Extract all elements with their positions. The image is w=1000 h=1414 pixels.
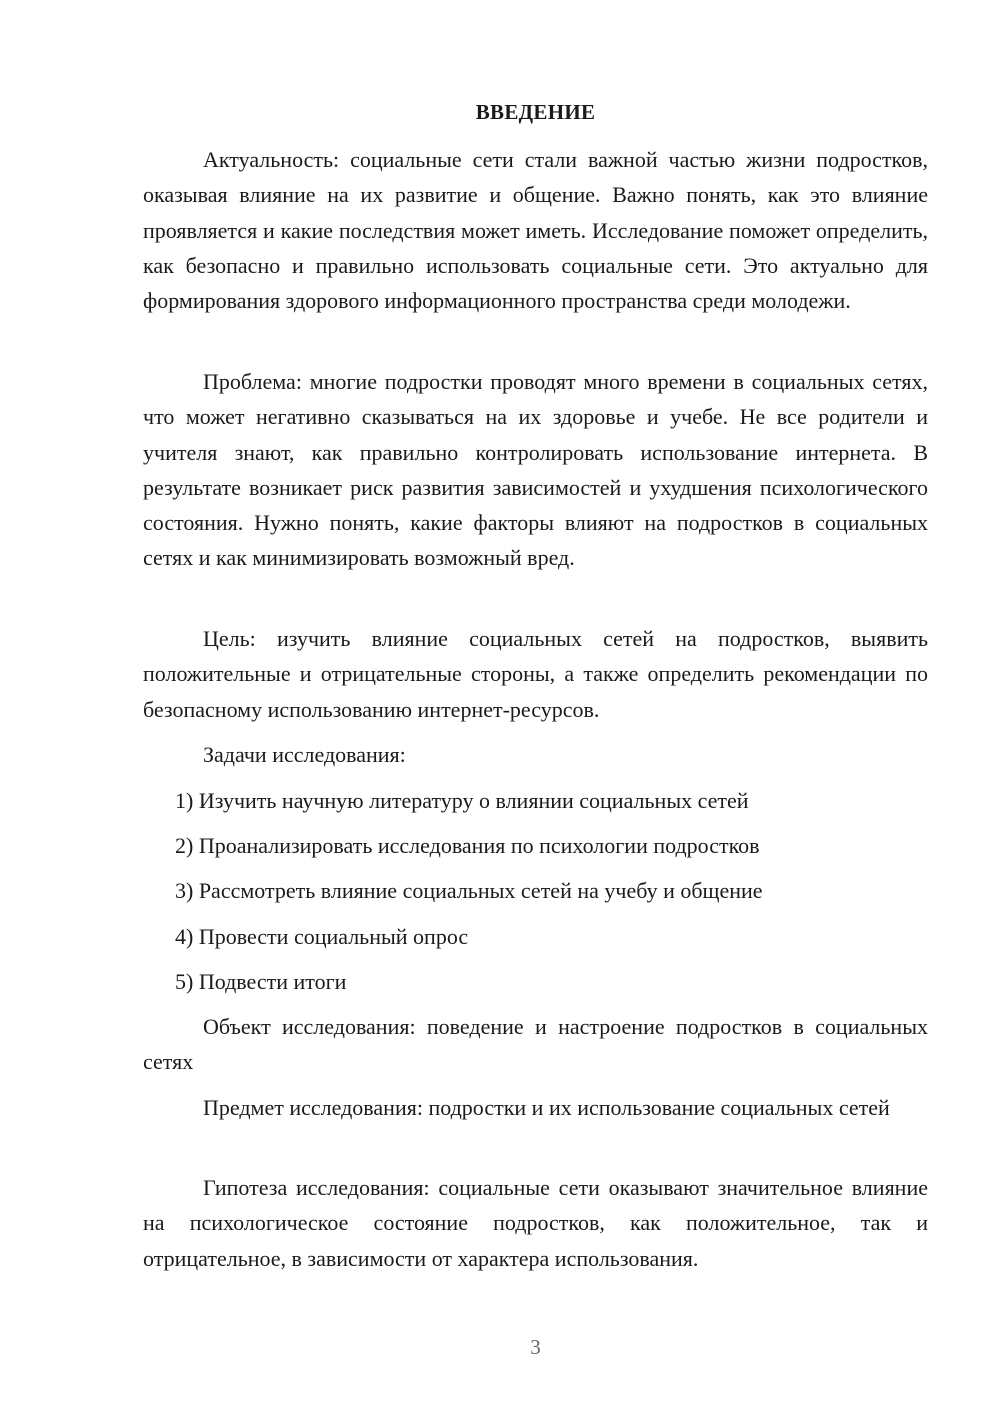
list-item: 5) Подвести итоги [175, 969, 347, 994]
paragraph-subject: Предмет исследования: подростки и их использование социальных сетей [203, 1095, 890, 1120]
paragraph-relevance: Актуальность: социальные сети стали важной частью жизни подростков, оказывая влияние на их развитие и общение. Важно понять, как это влияние проявляется и какие последствия может иметь. Исследование поможет определить, как безопасно и правильно использовать социальные сети. Это актуально для формирования здорового информационного пространства среди молодежи. [143, 147, 928, 314]
page-title: ВВЕДЕНИЕ [475, 100, 596, 124]
page-number: 3 [530, 1335, 541, 1359]
list-item: 1) Изучить научную литературу о влиянии социальных сетей [175, 788, 749, 813]
list-item: 3) Рассмотреть влияние социальных сетей на учебу и общение [175, 878, 763, 903]
paragraph-problem: Проблема: многие подростки проводят много времени в социальных сетях, что может негативно сказываться на их здоровье и учебе. Не все родители и учителя знают, как правильно контролировать использование интернета. В результате возникает риск развития зависимостей и ухудшения психологического состояния. Нужно понять, какие факторы влияют на подростков в социальных сетях и как минимизировать возможный вред. [143, 369, 928, 571]
list-item: 2) Проанализировать исследования по психологии подростков [175, 833, 760, 858]
paragraph-goal: Цель: изучить влияние социальных сетей на подростков, выявить положительные и отрицательные стороны, а также определить рекомендации по безопасному использованию интернет-ресурсов. [143, 626, 928, 722]
tasks-heading: Задачи исследования: [203, 742, 406, 767]
document-page [143, 0, 928, 1414]
paragraph-hypothesis: Гипотеза исследования: социальные сети оказывают значительное влияние на психологическое состояние подростков, как положительное, так и отрицательное, в зависимости от характера использования. [143, 1175, 928, 1271]
paragraph-object: Объект исследования: поведение и настроение подростков в социальных сетях [143, 1014, 928, 1075]
list-item: 4) Провести социальный опрос [175, 924, 469, 949]
